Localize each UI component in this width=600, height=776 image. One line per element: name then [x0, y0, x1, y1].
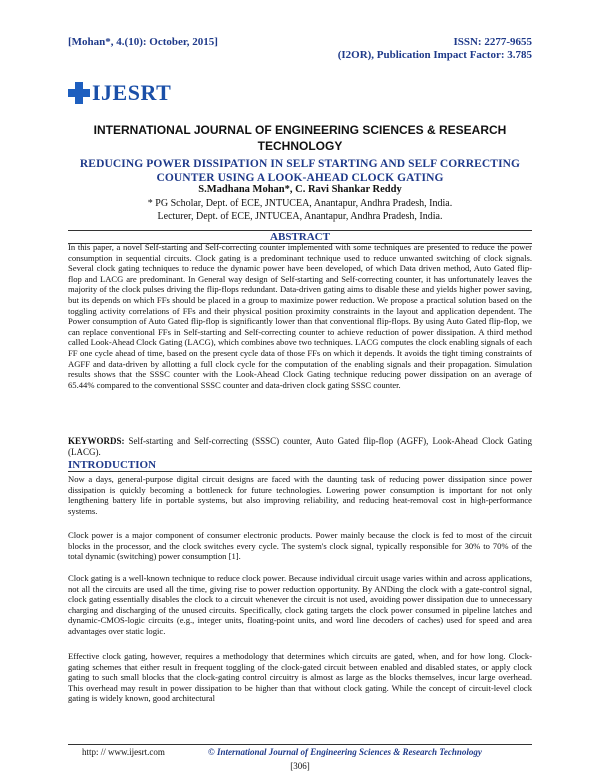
intro-paragraph-4: Effective clock gating, however, requires a methodology that determines which circuits are gated, when, and for how long. Clock-gating schemes that either result in frequent toggling of the clock-gated circuit between enabled and disabled states, or apply clock gating to such small blocks that the clock-gating control circuitry is almost as large as the blocks themselves, incur large overhead. This overhead may result in power dissipation to be higher than that without clock gating. While the concept of circuit-level clock gating is widely known, good architectural [68, 651, 532, 704]
abstract-heading: ABSTRACT [68, 230, 532, 244]
affiliation-2: Lecturer, Dept. of ECE, JNTUCEA, Anantapur, Andhra Pradesh, India. [157, 211, 443, 222]
issn: ISSN: 2277-9655 [453, 36, 532, 48]
keywords-text: Self-starting and Self-correcting (SSSC) counter, Auto Gated flip-flop (AGFF), Look-Ahead Clock Gating (LACG). [68, 436, 532, 457]
footer-url[interactable]: http: // www.ijesrt.com [82, 747, 165, 757]
introduction-heading: INTRODUCTION [68, 459, 532, 472]
intro-paragraph-1: Now a days, general-purpose digital circuit designs are faced with the daunting task of reducing power dissipation since power dissipation is quickly becoming a bottleneck for future technologies. Lowering power consumption is important for not only lengthening battery life in portable systems, but also improving reliability, and reducing heat-removal cost in high-performance systems. [68, 474, 532, 516]
page-number: [306] [290, 761, 310, 771]
page-footer [68, 744, 532, 771]
intro-paragraph-3: Clock gating is a well-known technique to reduce clock power. Because individual circuit usage varies within and across applications, not all the circuits are used all the time, giving rise to power reduction opportunity. By ANDing the clock with a gate-control signal, clock gating essentially disables the clock to a circuit whenever the circuit is not used, avoiding power dissipation due to unnecessary charging and discharging of the unused circuits. Specifically, clock gating targets the clock power consumed in pipeline latches and dynamic-CMOS-logic circuits (e.g., integer units, floating-point units, and word line decoders of caches) used for speed and area advantages over static logic. [68, 573, 532, 636]
authors: S.Madhana Mohan*, C. Ravi Shankar Reddy [198, 184, 402, 195]
keywords-label: KEYWORDS: [68, 436, 125, 446]
title-line-1: REDUCING POWER DISSIPATION IN SELF STARTING AND SELF CORRECTING [79, 158, 521, 170]
logo-text: IJESRT [92, 80, 172, 105]
journal-name: INTERNATIONAL JOURNAL OF ENGINEERING SCIENCES & RESEARCH TECHNOLOGY [93, 123, 507, 153]
plus-cross-icon [68, 82, 90, 104]
issue-info: [Mohan*, 4.(10): October, 2015] [68, 36, 218, 48]
title-line-2: COUNTER USING A LOOK-AHEAD CLOCK GATING [156, 172, 444, 184]
affiliation-1: * PG Scholar, Dept. of ECE, JNTUCEA, Anantapur, Andhra Pradesh, India. [147, 198, 453, 209]
affiliations [68, 197, 532, 223]
intro-paragraph-2: Clock power is a major component of consumer electronic products. Power mainly because the clock is fed to most of the circuit blocks in the processor, and the clock switches every cycle. The system's clock signal, typically responsible for 30% to 70% of the total dynamic (switching) power consumption [1]. [68, 530, 532, 562]
paper-title [68, 157, 532, 185]
abstract-text: In this paper, a novel Self-starting and Self-correcting counter implemented with some techniques are presented to reduce the power consumption in sequential circuits. Clock gating is a predominant technique used to reduce unwanted switching of clock signals. Several clock gating techniques to reduce the dynamic power have been developed, of which Data driven method, Auto Gated flip-flop and LACG are predominant. In General way design of Self-starting and Self-correcting counter, it has unfortunately leaves the majority of the clock pulses driving the flip-flops redundant. Data-driven gating aims to disable these and yields higher power saving, but its depends on which FFs should be placed in a group to maximize power reduction. We propose a practical solution based on the toggling activity correlations of FFs and their physical position proximity constraints in the layout and application dependent. The Power consumption of Auto Gated flip-flop is significantly lower than that conventional flip-flops. By using Auto Gated flip-flop, we can replace conventional FFs in Self-starting and Self-correcting counter to achieve reduction of power dissipation. A third method called Look-Ahead Clock Gating (LACG), which combines above two techniques. LACG computes the clock enabling signals of each FF one cycle ahead of time, based on the present cycle data of those FFs on which it depends. It avoids the tight timing constraints of AGFF and data-driven by allotting a full clock cycle for the computation of the enabling signals and their propagation. Simulation results shows that the SSSC counter with the Look-Ahead Clock Gating technique reducing power dissipation on an average of 65.44% compared to the conventional SSSC counter and data-driven clock gating SSSC counter. [68, 242, 532, 390]
keywords [68, 436, 532, 458]
journal-logo [68, 80, 171, 106]
impact-factor: (I2OR), Publication Impact Factor: 3.785 [337, 49, 532, 61]
footer-copyright: © International Journal of Engineering Sciences & Research Technology [208, 747, 482, 757]
